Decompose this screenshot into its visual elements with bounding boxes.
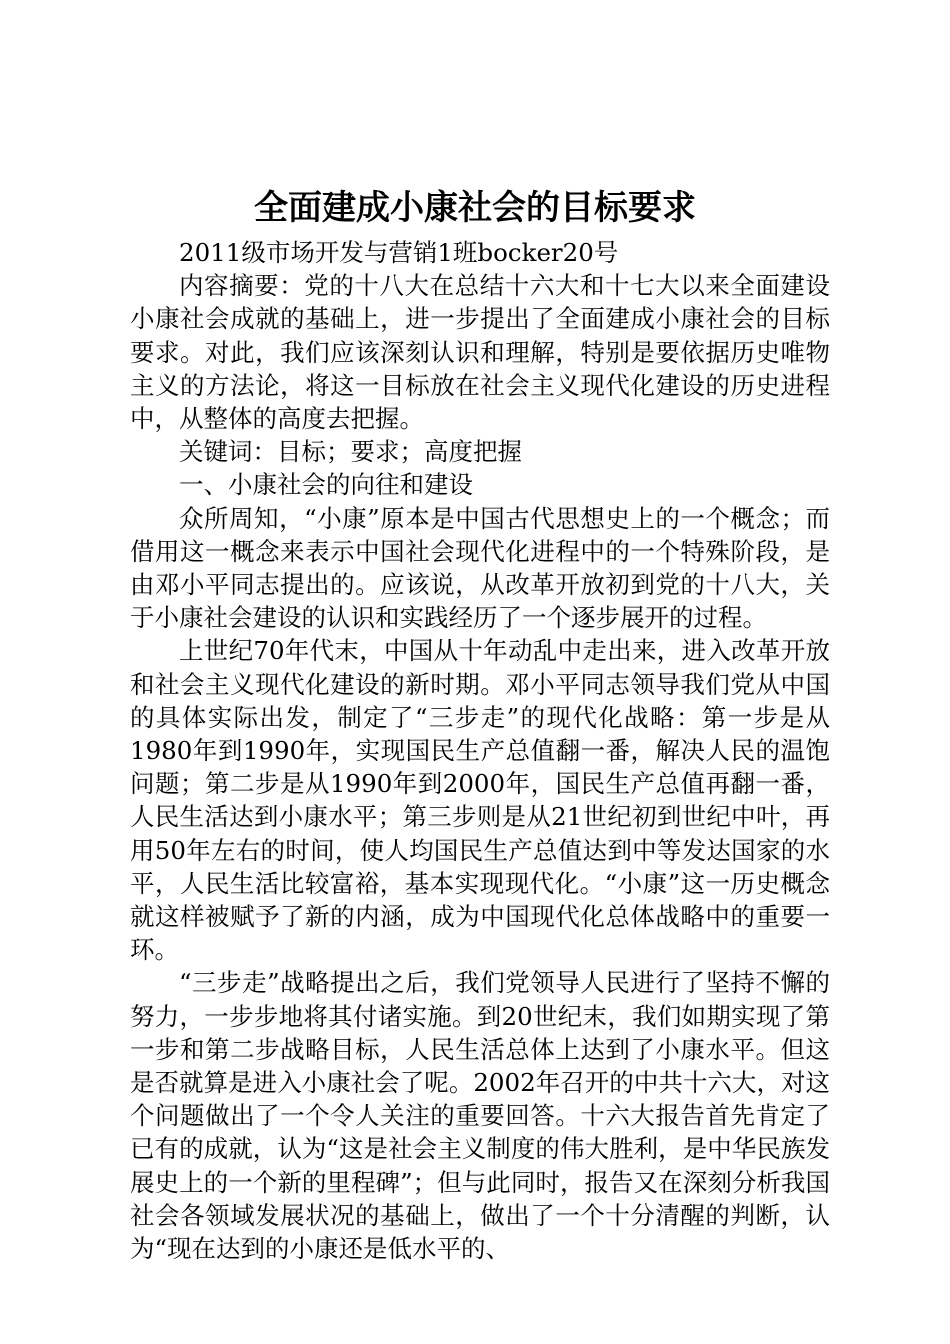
abstract-paragraph: 内容摘要：党的十八大在总结十六大和十七大以来全面建设小康社会成就的基础上，进一步提出了全面建成小康社会的目标要求。对此，我们应该深刻认识和理解，特别是要依据历史唯物主义的方法论，将这一目标放在社会主义现代化建设的历史进程中，从整体的高度去把握。: [130, 271, 830, 434]
body-paragraph: 上世纪70年代末，中国从十年动乱中走出来，进入改革开放和社会主义现代化建设的新时期。邓小平同志领导我们党从中国的具体实际出发，制定了“三步走”的现代化战略：第一步是从1980年到1990年，实现国民生产总值翻一番，解决人民的温饱问题；第二步是从1990年到2000年，国民生产总值再翻一番，人民生活达到小康水平；第三步则是从21世纪初到世纪中叶，再用50年左右的时间，使人均国民生产总值达到中等发达国家的水平，人民生活比较富裕，基本实现现代化。“小康”这一历史概念就这样被赋予了新的内涵，成为中国现代化总体战略中的重要一环。: [130, 636, 830, 965]
section-heading: 一、小康社会的向往和建设: [179, 470, 473, 500]
keywords-paragraph: 关键词：目标；要求；高度把握: [179, 437, 522, 467]
document-title: 全面建成小康社会的目标要求: [254, 188, 696, 228]
body-paragraph: “三步走”战略提出之后，我们党领导人民进行了坚持不懈的努力，一步步地将其付诸实施。到20世纪末，我们如期实现了第一步和第二步战略目标，人民生活总体上达到了小康水平。但这是否就算是进入小康社会了呢。2002年召开的中共十六大，对这个问题做出了一个令人关注的重要回答。十六大报告首先肯定了已有的成就，认为“这是社会主义制度的伟大胜利，是中华民族发展史上的一个新的里程碑”；但与此同时，报告又在深刻分析我国社会各领域发展状况的基础上，做出了一个十分清醒的判断，认为“现在达到的小康还是低水平的、: [130, 968, 830, 1264]
author-line: 2011级市场开发与营销1班bocker20号: [179, 238, 619, 267]
body-paragraph: 众所周知，“小康”原本是中国古代思想史上的一个概念；而借用这一概念来表示中国社会现代化进程中的一个特殊阶段，是由邓小平同志提出的。应该说，从改革开放初到党的十八大，关于小康社会建设的认识和实践经历了一个逐步展开的过程。: [130, 503, 830, 633]
document-body: [130, 236, 830, 1265]
